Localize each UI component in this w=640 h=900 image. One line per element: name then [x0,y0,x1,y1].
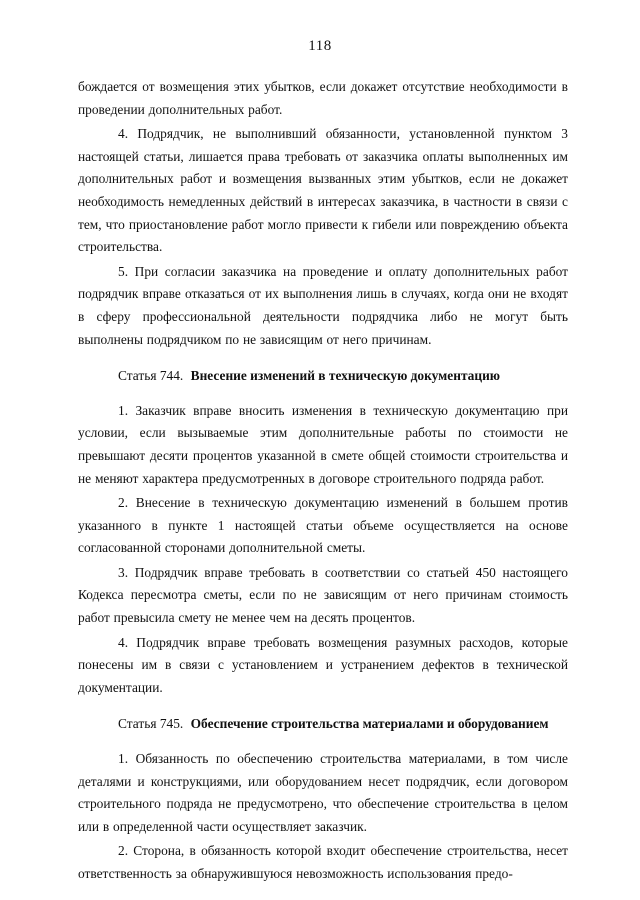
paragraph-continuation: бождается от возмещения этих убытков, если докажет отсутствие необходимости в проведении дополнительных работ. [78,79,568,117]
paragraph-744-2: 2. Внесение в техническую документацию изменений в большем против указанного в пункте 1 настоящей статьи объеме осуществляется на основе согласованной сторонами дополнительной сметы. [78,495,568,556]
page-number: 118 [308,38,332,54]
paragraph-745-2: 2. Сторона, в обязанность которой входит обеспечение строительства, несет ответственность за обнаружившуюся невозможность использования предо- [78,843,568,881]
paragraph-744-4: 4. Подрядчик вправе требовать возмещения разумных расходов, которые понесены им в связи с установлением и устранением дефектов в технической документации. [78,634,568,695]
article-heading-744 [78,365,568,388]
article-number: Статья 744. [118,368,184,384]
page-text [78,76,568,888]
article-heading-745 [78,713,568,736]
article-number: Статья 745. [118,716,184,732]
paragraph-744-3: 3. Подрядчик вправе требовать в соответствии со статьей 450 настоящего Кодекса пересмотра сметы, если по не зависящим от него причинам стоимость работ превысила смету не менее чем на десять процентов. [78,564,568,626]
paragraph-744-1: 1. Заказчик вправе вносить изменения в техническую документацию при условии, если вызываемые этим дополнительные работы по стоимости не превышают десяти процентов указанной в смете общей стоимости строительства и не меняют характера предусмотренных в договоре строительного подряда работ. [78,402,568,486]
paragraph-743-5: 5. При согласии заказчика на проведение и оплату дополнительных работ подрядчик вправе отказаться от их выполнения лишь в случаях, когда они не входят в сферу профессиональной деятельности подрядчика либо не могут быть выполнены подрядчиком по не зависящим от него причинам. [78,263,568,347]
article-title: Внесение изменений в техническую документацию [190,368,501,384]
article-title: Обеспечение строительства материалами и оборудованием [190,716,549,732]
paragraph-743-4: 4. Подрядчик, не выполнивший обязанности, установленной пунктом 3 настоящей статьи, лишается права требовать от заказчика оплаты выполненных им дополнительных работ и возмещения вызванных этим убытков, если не докажет необходимость немедленных действий в интересах заказчика, в частности в связи с тем, что приостановление работ могло привести к гибели или повреждению объекта строительства. [78,126,568,255]
paragraph-745-1: 1. Обязанность по обеспечению строительства материалами, в том числе деталями и конструкциями, или оборудованием несет подрядчик, если договором строительного подряда не предусмотрено, что обеспечение строительства в целом или в определенной части осуществляет заказчик. [78,751,568,834]
